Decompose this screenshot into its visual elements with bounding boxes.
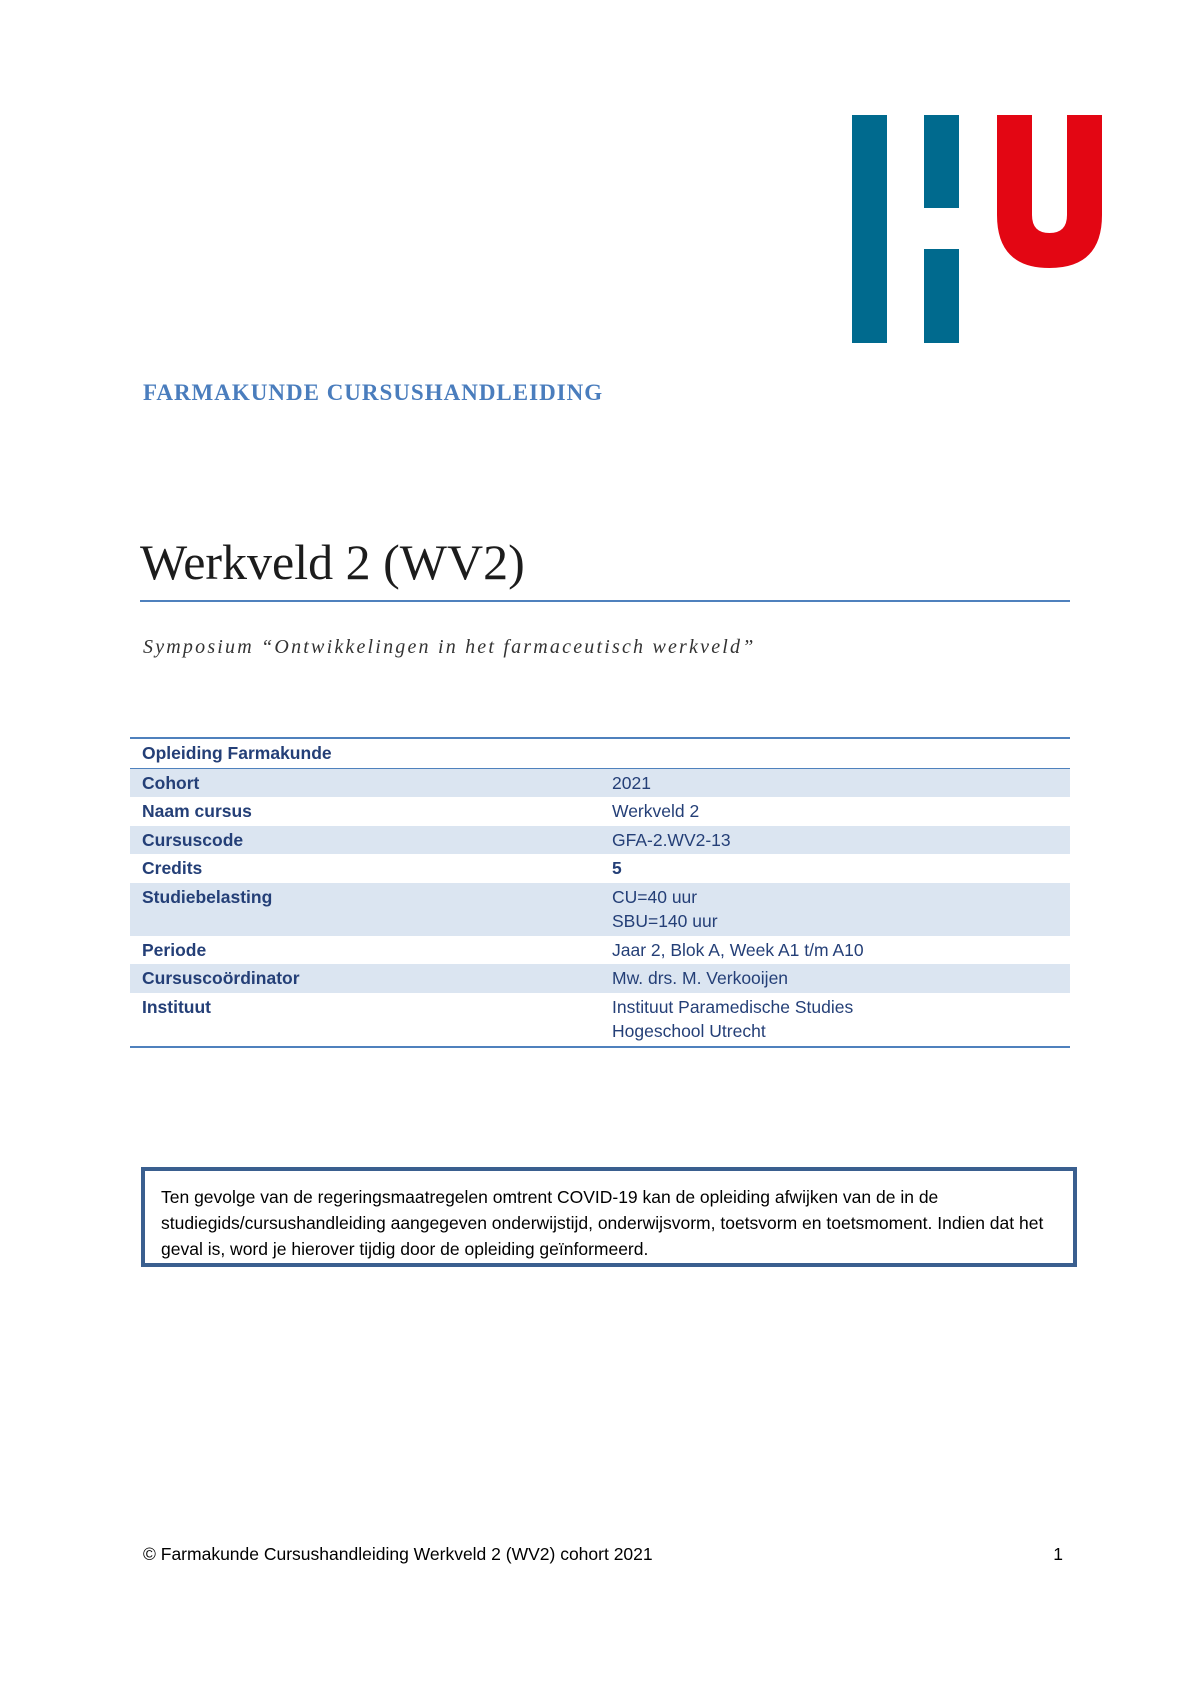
row-label: Cursuscode	[130, 826, 600, 855]
table-heading-row	[130, 738, 1070, 768]
row-label: Cursuscoördinator	[130, 964, 600, 993]
notice-text: Ten gevolge van de regeringsmaatregelen omtrent COVID-19 kan de opleiding afwijken van de in de studiegids/cursushandleiding aangegeven onderwijstijd, onderwijsvorm, toetsvorm en toetsmoment. Indien dat het geval is, word je hierover tijdig door de opleiding geïnformeerd.	[161, 1187, 1044, 1259]
document-subtitle: Symposium “Ontwikkelingen in het farmaceutisch werkveld”	[143, 636, 756, 658]
table-row	[130, 768, 1070, 797]
document-title: Werkveld 2 (WV2)	[140, 535, 1070, 602]
row-value: Werkveld 2	[612, 801, 700, 821]
table-row	[130, 993, 1070, 1047]
row-value: GFA-2.WV2-13	[600, 826, 1070, 855]
row-label: Studiebelasting	[130, 883, 600, 936]
row-label: Naam cursus	[142, 801, 252, 821]
hu-logo	[852, 115, 1117, 343]
row-value: Mw. drs. M. Verkooijen	[600, 964, 1070, 993]
page-number: 1	[1053, 1544, 1063, 1564]
footer-text: © Farmakunde Cursushandleiding Werkveld 2 (WV2) cohort 2021	[143, 1544, 653, 1564]
table-row	[130, 964, 1070, 993]
table-heading: Opleiding Farmakunde	[130, 738, 600, 768]
table-row	[130, 936, 1070, 965]
covid-notice-box	[141, 1167, 1077, 1267]
document-kicker: FARMAKUNDE CURSUSHANDLEIDING	[143, 380, 604, 405]
course-info-table	[130, 737, 1070, 1048]
row-label: Cohort	[130, 768, 600, 797]
row-value: Instituut Paramedische Studies Hogeschool Utrecht	[612, 996, 854, 1041]
row-value: CU=40 uur SBU=140 uur	[600, 883, 1070, 936]
row-value: Jaar 2, Blok A, Week A1 t/m A10	[612, 939, 864, 960]
row-value: 2021	[600, 768, 1070, 797]
table-row	[130, 826, 1070, 855]
row-label: Periode	[142, 939, 207, 960]
page-footer	[143, 1544, 1063, 1565]
row-label: Credits	[142, 858, 203, 878]
table-row	[130, 883, 1070, 936]
row-label: Instituut	[142, 996, 212, 1017]
table-row	[130, 797, 1070, 826]
table-row	[130, 854, 1070, 883]
row-value: 5	[612, 858, 622, 878]
